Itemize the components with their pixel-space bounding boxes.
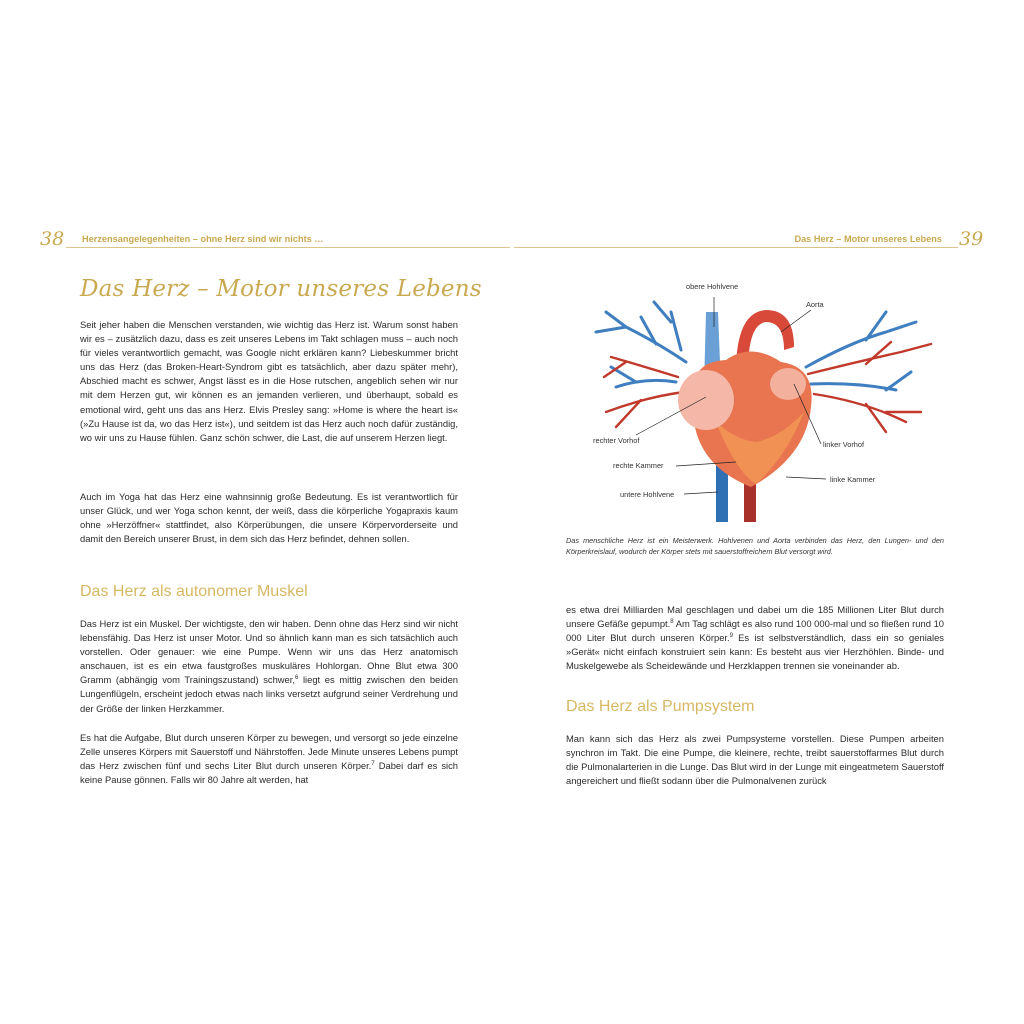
subheading-pump-system: Das Herz als Pumpsystem xyxy=(566,698,755,715)
page-number-right: 39 xyxy=(959,228,984,250)
label-right-atrium: rechter Vorhof xyxy=(593,436,640,445)
paragraph-pump: Man kann sich das Herz als zwei Pumpsysteme vorstellen. Diese Pumpen arbeiten synchron im Takt. Die eine Pumpe, die kleinere, rechte, treibt sauerstoffarmes Blut durch die Pulmonalarterien in die Lunge. Das Blut wird in der Lunge mit eingeatmetem Sauerstoff angereichert und fließt sodann über die Pulmonalvenen zurück xyxy=(566,733,944,787)
footnote-8: 8 xyxy=(670,618,674,625)
paragraph-heartbeats xyxy=(566,603,944,673)
running-head-left: Herzensangelegenheiten – ohne Herz sind wir nichts … xyxy=(82,234,324,244)
header-rule-left xyxy=(66,247,510,248)
paragraph-intro: Seit jeher haben die Menschen verstanden, wie wichtig das Herz ist. Warum sonst haben wir es – zusätzlich dazu, dass es zeit unseres Lebens im Takt schlagen muss – auch noch für vieles verantwortlich gemacht, was Google nicht erklären kann? Liebeskummer bricht uns das Herz (das Broken-Heart-Syndrom gibt es tatsächlich, aber dazu später mehr), Abschied macht es schwer, Angst lässt es in die Hose rutschen, angeblich sehen wir nur mit dem Herzen gut, wir können es an jemanden verlieren, und überhaupt, sobald es emotional wird, geht uns das ans Herz. Elvis Presley sang: »Home is where the heart is« (»Zu Hause ist da, wo das Herz ist«), und seitdem ist das Herz auch noch dafür zuständig, wo wir uns zu Hause fühlen. Ganz schön schwer, die Last, die auf unserem Herzen liegt. xyxy=(80,319,458,443)
paragraph-task-part2: Dabei darf es sich keine Pause gönnen. Falls wir 80 Jahre alt werden, hat xyxy=(80,760,458,786)
left-atrium-shape xyxy=(770,368,806,400)
paragraph-muscle xyxy=(80,617,458,716)
page-title: Das Herz – Motor unseres Lebens xyxy=(80,276,482,302)
running-head-right: Das Herz – Motor unseres Lebens xyxy=(794,234,942,244)
label-inferior-vena-cava: untere Hohlvene xyxy=(620,490,675,499)
footnote-7: 7 xyxy=(371,761,375,768)
paragraph-task xyxy=(80,731,458,787)
vessels-red-left xyxy=(604,357,684,427)
paragraph-muscle-part2: liegt es mittig zwischen den beiden Lungenflügeln, erscheint jedoch etwas nach links versetzt aufgrund seiner Verdrehung und der Größe der linken Herzkammer. xyxy=(80,674,458,714)
right-atrium-shape xyxy=(678,370,734,430)
header-rule-right xyxy=(514,247,958,248)
footnote-6: 6 xyxy=(294,675,299,682)
vessels-blue-right xyxy=(806,312,916,390)
label-aorta: Aorta xyxy=(806,300,824,309)
footnote-9: 9 xyxy=(729,633,733,640)
label-right-ventricle: rechte Kammer xyxy=(613,461,664,470)
label-left-ventricle: linke Kammer xyxy=(830,475,876,484)
label-superior-vena-cava: obere Hohlvene xyxy=(686,282,739,291)
page-number-left: 38 xyxy=(40,228,65,250)
heart-figure xyxy=(566,272,944,532)
paragraph-heartbeats-part1: es etwa drei Milliarden Mal geschlagen und dabei um die 185 Millionen Liter Blut durch unsere Gefäße gepumpt. xyxy=(566,604,944,630)
paragraph-task-part1: Es hat die Aufgabe, Blut durch unseren Körper zu bewegen, und versorgt so jede einzelne Zelle unseres Körpers mit Sauerstoff und Nährstoffen. Jede Minute unseres Lebens pumpt das Herz zwischen fünf und sechs Liter Blut durch unseren Körper. xyxy=(80,732,458,772)
paragraph-heartbeats-part2: Am Tag schlägt es also rund 100 000-mal und so fließen rund 10 000 Liter Blut durch unseren Körper. xyxy=(566,618,944,644)
paragraph-heartbeats-part3: Es ist selbstverständlich, dass ein so geniales »Gerät« nicht einfach konstruiert sein kann: Es besteht aus vier Herzhöhlen. Binde- und Muskelgewebe als Scheidewände und Herzklappen trennen sie voneinander ab. xyxy=(566,632,944,672)
subheading-autonomous-muscle: Das Herz als autonomer Muskel xyxy=(80,583,308,600)
paragraph-muscle-part1: Das Herz ist ein Muskel. Der wichtigste, den wir haben. Denn ohne das Herz sind wir nicht lebensfähig. Das Herz ist unser Motor. Und so ähnlich kann man es sich tatsächlich auch vorstellen. Oder genauer: wie eine Pumpe. Wenn wir uns das Herz anatomisch anschauen, ist es ein etwa faustgroßes muskuläres Hohlorgan. Ohne Blut etwa 300 Gramm (abhängig vom Trainingszustand) schwer, xyxy=(80,618,458,686)
figure-caption: Das menschliche Herz ist ein Meisterwerk. Hohlvenen und Aorta verbinden das Herz, den Lungen- und den Körperkreislauf, wodurch der Körper stets mit sauerstoffreichem Blut versorgt wird. xyxy=(566,536,944,556)
paragraph-yoga: Auch im Yoga hat das Herz eine wahnsinnig große Bedeutung. Es ist verantwortlich für unser Glück, und wer Yoga schon kennt, der weiß, dass die körperliche Yogapraxis kaum ohne »Herzöffner« stattfindet, also Körperübungen, die unsere Körpervorderseite und damit den Bereich unserer Brust, in dem sich das Herz befindet, dehnen sollen. xyxy=(80,491,458,545)
label-left-atrium: linker Vorhof xyxy=(823,440,865,449)
